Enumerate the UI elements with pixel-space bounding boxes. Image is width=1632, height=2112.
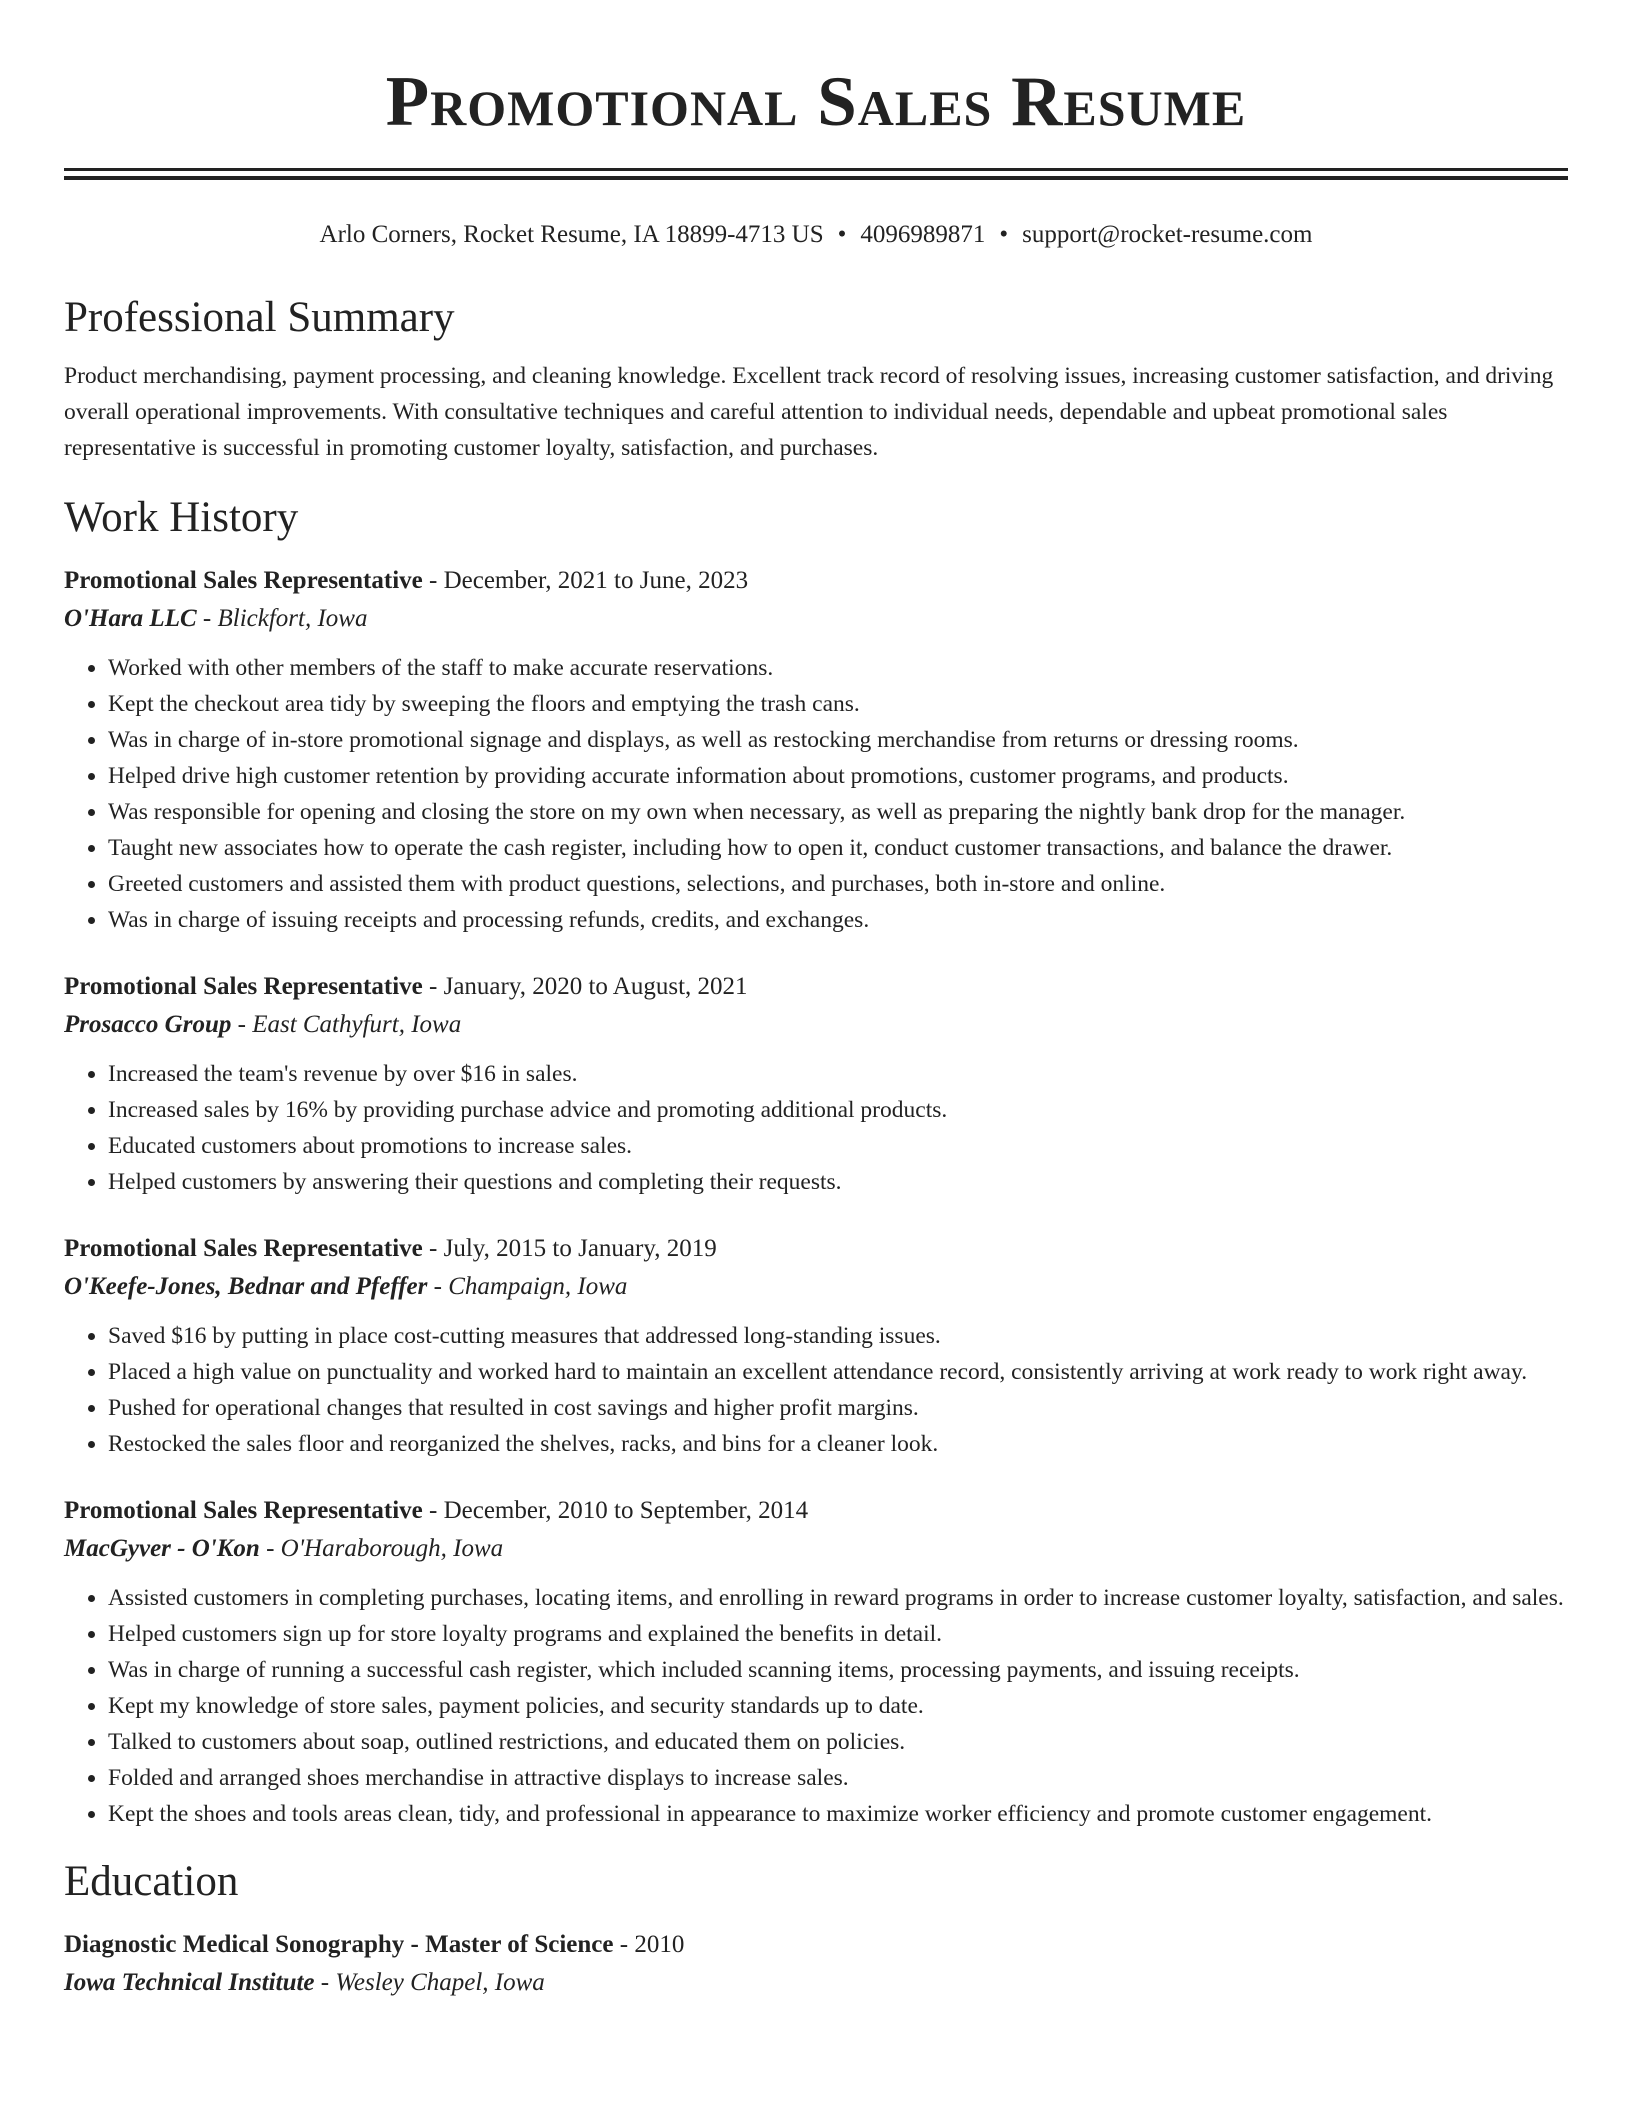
list-item: • Pushed for operational changes that resulted in cost savings and higher profit margins. (108, 1390, 1568, 1426)
job-entry (64, 1230, 1568, 1462)
job-entry (64, 1492, 1568, 1832)
job-company: Prosacco Group (64, 1011, 232, 1038)
list-item: • Talked to customers about soap, outlined restrictions, and educated them on policies. (108, 1724, 1568, 1760)
job-role: Promotional Sales Representative (64, 1235, 423, 1262)
job-header (64, 968, 1568, 1006)
list-item: • Worked with other members of the staff to make accurate reservations. (108, 650, 1568, 686)
education-degree: Diagnostic Medical Sonography - Master of Science (64, 1931, 614, 1958)
work-history-heading: Work History (64, 494, 299, 541)
education-dash: - (314, 1969, 336, 1996)
job-dash: - (422, 567, 444, 594)
job-dash: - (231, 1011, 253, 1038)
summary-text: Product merchandising, payment processing, and cleaning knowledge. Excellent track record of resolving issues, increasing customer satisfaction, and driving overall operational improvements. With consultative techniques and careful attention to individual needs, dependable and upbeat promotional sales representative is successful in promoting customer loyalty, satisfaction, and purchases. (64, 363, 1554, 461)
job-dates: December, 2010 to September, 2014 (443, 1497, 809, 1524)
title-rule-bottom (64, 176, 1568, 180)
education-heading: Education (64, 1858, 239, 1905)
job-dash: - (259, 1535, 281, 1562)
job-dates: January, 2020 to August, 2021 (443, 973, 748, 1000)
job-dates: July, 2015 to January, 2019 (443, 1235, 717, 1262)
list-item: • Increased the team's revenue by over $16 in sales. (108, 1056, 1568, 1092)
job-company-line (64, 1006, 1568, 1044)
contact-separator: • (837, 221, 847, 248)
list-item: • Helped customers sign up for store loyalty programs and explained the benefits in detail. (108, 1616, 1568, 1652)
list-item: • Restocked the sales floor and reorganized the shelves, racks, and bins for a cleaner look. (108, 1426, 1568, 1462)
list-item: • Increased sales by 16% by providing purchase advice and promoting additional products. (108, 1092, 1568, 1128)
job-dash: - (422, 1235, 444, 1262)
list-item: • Was in charge of in-store promotional signage and displays, as well as restocking merchandise from returns or dressing rooms. (108, 722, 1568, 758)
job-bullet-list (64, 1318, 1568, 1462)
list-item: • Greeted customers and assisted them with product questions, selections, and purchases, both in-store and online. (108, 866, 1568, 902)
job-entry (64, 562, 1568, 938)
list-item: • Placed a high value on punctuality and worked hard to maintain an excellent attendance record, consistently arriving at work ready to work right away. (108, 1354, 1568, 1390)
job-company: O'Keefe-Jones, Bednar and Pfeffer (64, 1273, 428, 1300)
job-company: O'Hara LLC (64, 605, 197, 632)
job-dash: - (196, 605, 218, 632)
job-company-line (64, 1268, 1568, 1306)
contact-phone: 4096989871 (860, 221, 986, 248)
job-role: Promotional Sales Representative (64, 1497, 423, 1524)
list-item: • Folded and arranged shoes merchandise in attractive displays to increase sales. (108, 1760, 1568, 1796)
education-dash: - (613, 1931, 635, 1958)
job-company-line (64, 1530, 1568, 1568)
contact-line (64, 218, 1568, 252)
job-role: Promotional Sales Representative (64, 973, 423, 1000)
education-school: Iowa Technical Institute (64, 1969, 315, 1996)
contact-email: support@rocket-resume.com (1022, 221, 1313, 248)
page-title: Promotional Sales Resume (385, 63, 1247, 141)
job-dates: December, 2021 to June, 2023 (443, 567, 749, 594)
job-location: Champaign, Iowa (448, 1273, 628, 1300)
contact-address: Arlo Corners, Rocket Resume, IA 18899-4713 US (319, 221, 824, 248)
job-location: O'Haraborough, Iowa (280, 1535, 504, 1562)
job-role: Promotional Sales Representative (64, 567, 423, 594)
list-item: • Was in charge of issuing receipts and processing refunds, credits, and exchanges. (108, 902, 1568, 938)
list-item: • Kept my knowledge of store sales, payment policies, and security standards up to date. (108, 1688, 1568, 1724)
list-item: • Was in charge of running a successful cash register, which included scanning items, processing payments, and issuing receipts. (108, 1652, 1568, 1688)
job-location: Blickfort, Iowa (217, 605, 368, 632)
job-header (64, 562, 1568, 600)
list-item: • Educated customers about promotions to increase sales. (108, 1128, 1568, 1164)
job-bullet-list (64, 1056, 1568, 1200)
contact-separator: • (999, 221, 1009, 248)
job-company: MacGyver - O'Kon (64, 1535, 260, 1562)
education-school-line (64, 1964, 1568, 2002)
job-dash: - (422, 973, 444, 1000)
education-header (64, 1926, 1568, 1964)
list-item: • Helped drive high customer retention by providing accurate information about promotions, customer programs, and products. (108, 758, 1568, 794)
job-location: East Cathyfurt, Iowa (252, 1011, 462, 1038)
job-header (64, 1492, 1568, 1530)
list-item: • Was responsible for opening and closing the store on my own when necessary, as well as preparing the nightly bank drop for the manager. (108, 794, 1568, 830)
job-bullet-list (64, 650, 1568, 938)
summary-heading: Professional Summary (64, 294, 455, 341)
education-location: Wesley Chapel, Iowa (335, 1969, 545, 1996)
job-entry (64, 968, 1568, 1200)
list-item: • Taught new associates how to operate the cash register, including how to open it, conduct customer transactions, and balance the drawer. (108, 830, 1568, 866)
education-entry (64, 1926, 1568, 2002)
title-rule-top (64, 168, 1568, 171)
job-dash: - (427, 1273, 449, 1300)
list-item: • Assisted customers in completing purchases, locating items, and enrolling in reward programs in order to increase customer loyalty, satisfaction, and sales. (108, 1580, 1568, 1616)
job-header (64, 1230, 1568, 1268)
list-item: • Saved $16 by putting in place cost-cutting measures that addressed long-standing issues. (108, 1318, 1568, 1354)
education-year: 2010 (634, 1931, 685, 1958)
list-item: • Helped customers by answering their questions and completing their requests. (108, 1164, 1568, 1200)
list-item: • Kept the shoes and tools areas clean, tidy, and professional in appearance to maximize worker efficiency and promote customer engagement. (108, 1796, 1568, 1832)
list-item: • Kept the checkout area tidy by sweeping the floors and emptying the trash cans. (108, 686, 1568, 722)
job-company-line (64, 600, 1568, 638)
job-dash: - (422, 1497, 444, 1524)
job-bullet-list (64, 1580, 1568, 1832)
